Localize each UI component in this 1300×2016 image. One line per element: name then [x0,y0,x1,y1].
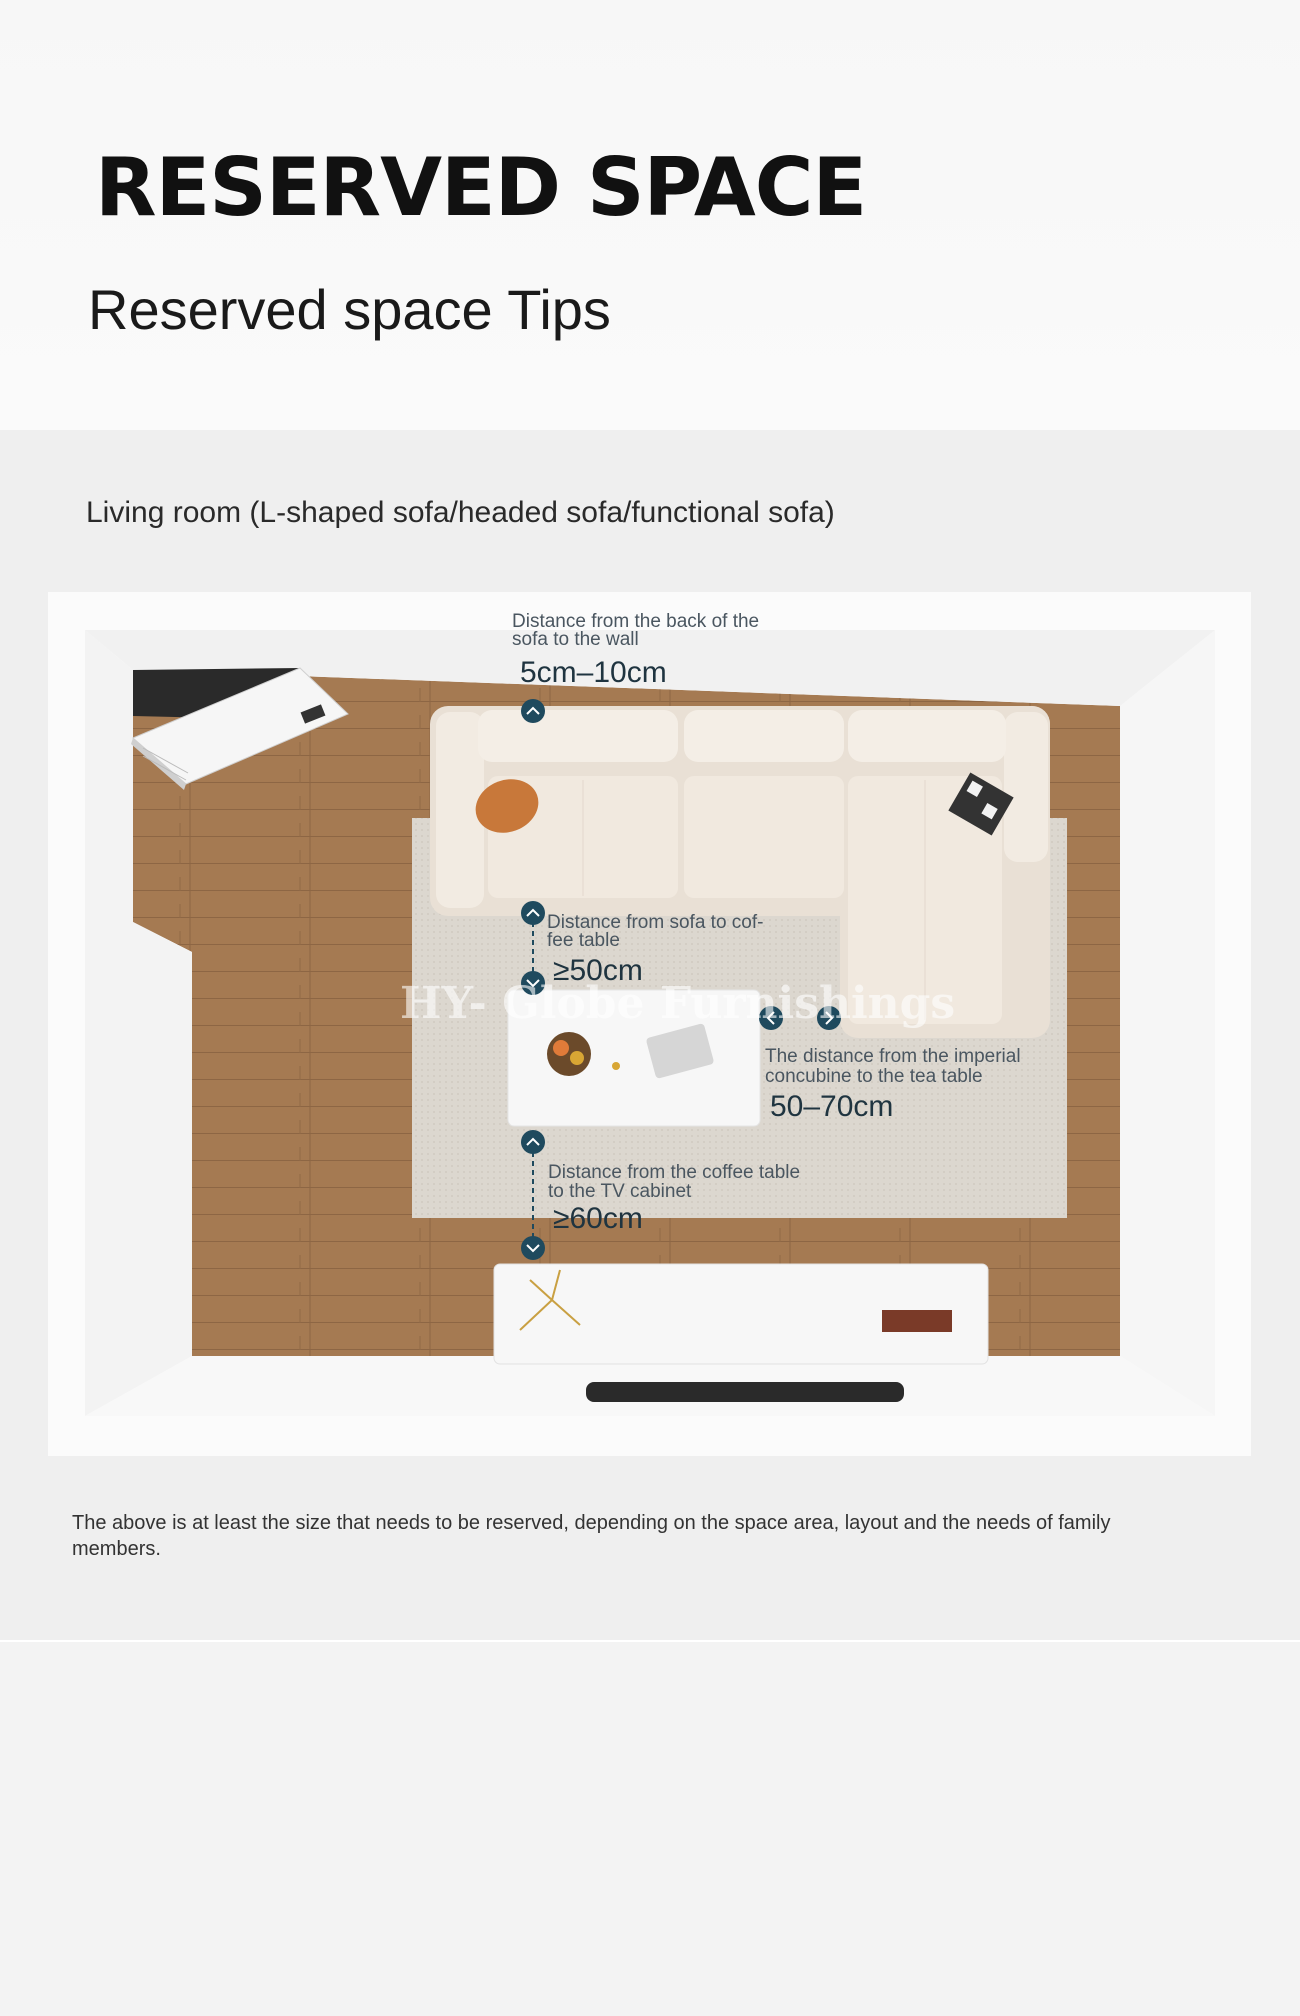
watermark: HY- Globe Furnishings [400,978,956,1029]
page-title: RESERVED SPACE [95,141,867,234]
measure-marker-sofa-top-icon [521,901,545,925]
annotation-2-line2: fee table [547,930,620,951]
page-subtitle: Reserved space Tips [88,278,611,341]
annotation-1-value: 5cm–10cm [520,656,667,689]
room-caption: Living room (L-shaped sofa/headed sofa/functional sofa) [86,496,835,529]
annotation-4-line2: to the TV cabinet [548,1181,692,1202]
measure-marker-tv-icon [521,1236,545,1260]
annotation-3-line2: concubine to the tea table [765,1066,983,1087]
measure-marker-table-icon [521,1130,545,1154]
annotation-1-line1: Distance from the back of the [512,611,760,632]
annotation-1-line2: sofa to the wall [512,629,639,650]
annotation-3-value: 50–70cm [770,1090,894,1123]
annotation-2-value: ≥50cm [553,954,643,987]
footnote: The above is at least the size that needs to be reserved, depending on the space area, layout and the needs of family members. [72,1512,1111,1560]
annotation-4-value: ≥60cm [553,1202,643,1235]
bottom-section [0,1640,1300,2016]
annotation-4-line1: Distance from the coffee table [548,1162,801,1183]
measure-marker-wall-icon [521,699,545,723]
annotation-3-line1: The distance from the imperial [765,1046,1021,1067]
annotation-2-line1: Distance from sofa to cof- [547,912,764,933]
